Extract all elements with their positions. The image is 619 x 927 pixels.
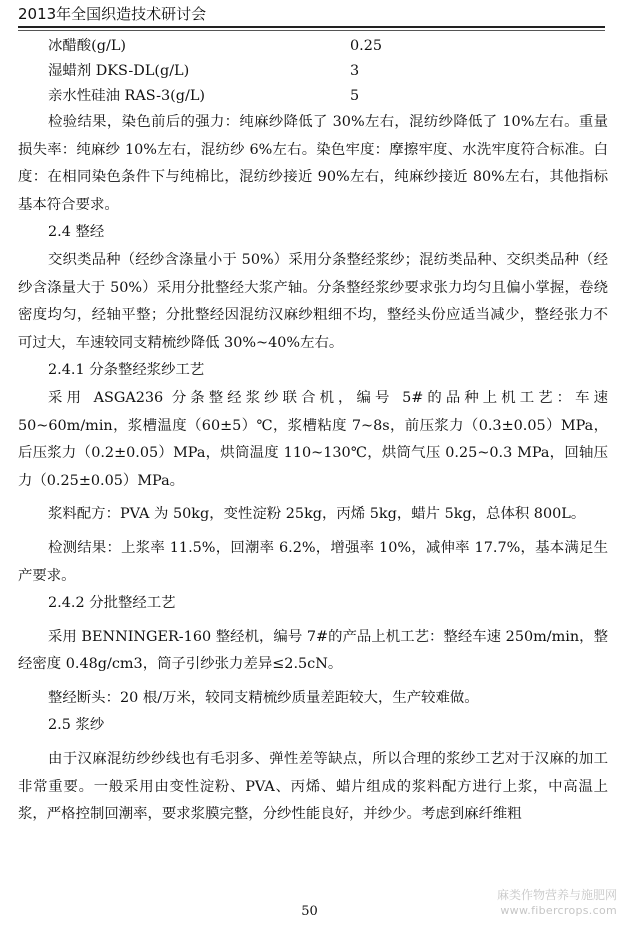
section-heading-2-5: 2.5 浆纱 — [48, 717, 105, 734]
paragraph-beam-warping: 采用 BENNINGER-160 整经机，编号 7#的产品上机工艺：整经车速 250m/min，整经密度 0.48g/cm3，筒子引纱张力差异≤2.5cN。 — [18, 628, 608, 673]
paragraph-test-results: 检验结果，染色前后的强力：纯麻纱降低了 30%左右，混纺纱降低了 10%左右。重量损失率：纯麻纱 10%左右，混纺纱 6%左右。染色牢度：摩擦牢度、水洗牢度符合标准。白度：在相同染色条件下与纯棉比，混纺纱接近 90%左右，纯麻纱接近 80%左右，其他指标基本符合要求。 — [18, 114, 608, 213]
watermark-site-name: 麻类作物营养与施肥网 — [496, 888, 617, 902]
paragraph-size-recipe: 浆料配方：PVA 为 50kg，变性淀粉 25kg，丙烯 5kg，蜡片 5kg，总体积 800L。 — [48, 506, 586, 523]
header-rule — [18, 26, 605, 28]
watermark-url: www.fibercrops.com — [500, 904, 617, 917]
recipe-value: 3 — [350, 63, 360, 79]
paragraph-sizing: 由于汉麻混纺纱纱线也有毛羽多、弹性差等缺点，所以合理的浆纱工艺对于汉麻的加工非常重要。一般采用由变性淀粉、PVA、丙烯、蜡片组成的浆料配方进行上浆，中高温上浆，严格控制回潮率，要求浆膜完整，分纱性能良好，并纱少。考虑到麻纤维粗 — [18, 751, 608, 823]
section-heading-2-4-2: 2.4.2 分批整经工艺 — [48, 595, 176, 612]
page-body — [18, 34, 608, 829]
section-heading-2-4-1: 2.4.1 分条整经浆纱工艺 — [48, 362, 205, 379]
recipe-name: 湿蜡剂 DKS-DL(g/L) — [48, 63, 190, 79]
section-heading-2-4: 2.4 整经 — [48, 224, 105, 241]
recipe-row — [18, 84, 608, 109]
recipe-name: 亲水性硅油 RAS-3(g/L) — [48, 88, 206, 104]
paragraph-sectional-warping: 采用 ASGA236 分条整经浆纱联合机，编号 5#的品种上机工艺：车速 50~60m/min，浆槽温度（60±5）℃，浆槽粘度 7~8s，前压浆力（0.3±0.05）MPa，后压浆力（0.2±0.05）MPa，烘筒温度 110~130℃，烘筒气压 0.25~0.3 MPa，回轴压力（0.25±0.05）MPa。 — [18, 389, 608, 489]
recipe-row — [18, 34, 608, 59]
recipe-list — [18, 34, 608, 109]
recipe-value: 0.25 — [350, 38, 383, 54]
paragraph-sizing-results: 检测结果：上浆率 11.5%，回潮率 6.2%，增强率 10%，减伸率 17.7%，基本满足生产要求。 — [18, 539, 608, 584]
header-title: 2013年全国织造技术研讨会 — [18, 5, 207, 23]
paragraph-warping-breaks: 整经断头：20 根/万米，较同支精梳纱质量差距较大，生产较难做。 — [48, 689, 479, 706]
paragraph-warping: 交织类品种（经纱含涤量小于 50%）采用分条整经浆纱；混纺类品种、交织类品种（经纱含涤量大于 50%）采用分批整经大浆产轴。分条整经浆纱要求张力均匀且偏小掌握，卷绕密度均匀，经轴平整；分批整经因混纺汉麻纱粗细不均，整经头份应适当减少，整经张力不可过大，车速较同支精梳纱降低 30%~40%左右。 — [18, 251, 608, 351]
running-header — [18, 4, 605, 26]
watermark — [472, 887, 617, 918]
recipe-row — [18, 59, 608, 84]
recipe-name: 冰醋酸(g/L) — [48, 38, 127, 54]
header-rule-thin — [18, 30, 605, 31]
page-number: 50 — [301, 904, 318, 919]
recipe-value: 5 — [350, 88, 360, 104]
